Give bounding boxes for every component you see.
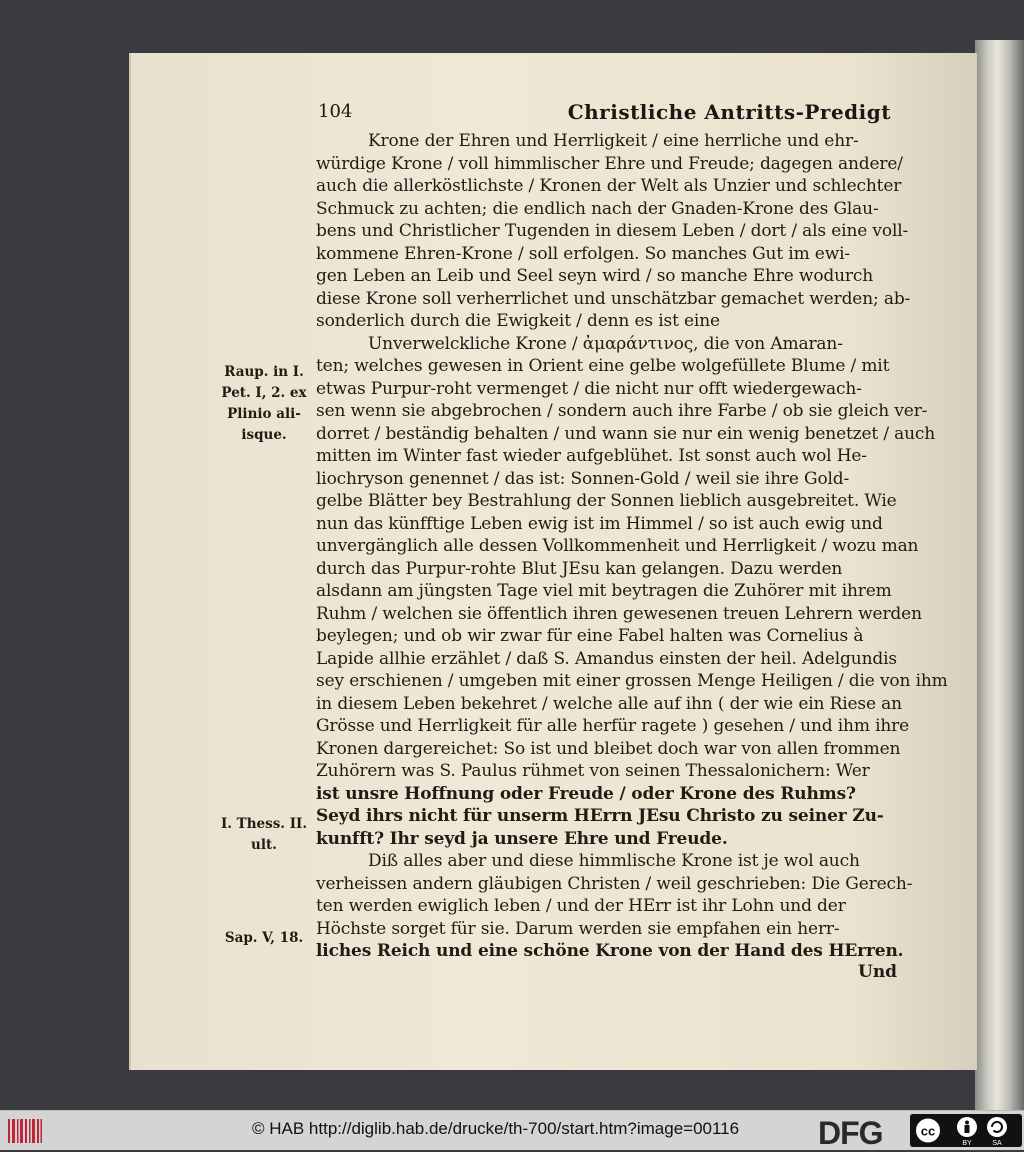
page-number: 104 bbox=[318, 101, 353, 122]
text-line: dorret / beständig behalten / und wann sie nur ein wenig benetzet / auch bbox=[316, 423, 936, 444]
text-line: Höchste sorget für sie. Darum werden sie empfahen ein herr- bbox=[316, 918, 840, 939]
text-line: liches Reich und eine schöne Krone von der Hand des HErren. bbox=[316, 941, 904, 961]
text-line: Seyd ihrs nicht für unserm HErrn JEsu Christo zu seiner Zu- bbox=[316, 806, 884, 826]
text-line: beylegen; und ob wir zwar für eine Fabel halten was Cornelius à bbox=[316, 626, 864, 646]
text-line: kunfft? Ihr seyd ja unsere Ehre und Freude. bbox=[316, 828, 728, 849]
margin-note-line: Sap. V, 18. bbox=[224, 930, 304, 946]
text-line: auch die allerköstlichste / Kronen der Welt als Unzier und schlechter bbox=[316, 176, 902, 196]
cc-license-icon[interactable] bbox=[910, 1114, 1022, 1147]
text-line: Ruhm / welchen sie öffentlich ihren gewesenen treuen Lehrern werden bbox=[316, 603, 922, 624]
text-line: Grösse und Herrligkeit für alle herfür ragete ) gesehen / und ihm ihre bbox=[316, 716, 910, 736]
text-line: ten; welches gewesen in Orient eine gelbe wolgefüllete Blume / mit bbox=[316, 356, 890, 376]
page-header bbox=[318, 101, 903, 129]
barcode-icon bbox=[6, 1117, 44, 1145]
text-line: Lapide allhie erzählet / daß S. Amandus einsten der heil. Adelgundis bbox=[316, 648, 897, 669]
book-spine bbox=[975, 40, 1024, 1110]
margin-note-line: Raup. in I. bbox=[224, 364, 304, 380]
text-line: alsdann am jüngsten Tage viel mit beytragen die Zuhörer mit ihrem bbox=[316, 581, 892, 601]
margin-note bbox=[220, 362, 308, 446]
text-line: Unverwelckliche Krone / ἀμαράντινος, die von Amaran- bbox=[368, 333, 843, 354]
margin-note bbox=[218, 928, 310, 949]
text-line: sen wenn sie abgebrochen / sondern auch ihre Farbe / ob sie gleich ver- bbox=[316, 401, 928, 421]
copyright-link[interactable]: © HAB http://diglib.hab.de/drucke/th-700/start.htm?image=00116 bbox=[252, 1119, 740, 1138]
text-line: gen Leben an Leib und Seel seyn wird / so manche Ehre wodurch bbox=[316, 266, 874, 286]
text-line: diese Krone soll verherrlichet und unschätzbar gemachet werden; ab- bbox=[316, 288, 911, 309]
text-line: unvergänglich alle dessen Vollkommenheit und Herrligkeit / wozu man bbox=[316, 536, 919, 556]
margin-note bbox=[218, 814, 310, 856]
margin-note-line: I. Thess. II. bbox=[220, 816, 308, 832]
text-line: Schmuck zu achten; die endlich nach der Gnaden-Krone des Glau- bbox=[316, 198, 879, 219]
text-line: liochryson genennet / das ist: Sonnen-Gold / weil sie ihre Gold- bbox=[316, 468, 850, 489]
running-title: Christliche Antritts-Predigt bbox=[567, 100, 891, 124]
svg-text:SA: SA bbox=[992, 1140, 1002, 1147]
svg-text:cc: cc bbox=[920, 1123, 936, 1139]
text-line: Kronen dargereichet: So ist und bleibet doch war von allen frommen bbox=[316, 738, 901, 759]
catchword: Und bbox=[858, 962, 898, 982]
text-line: sonderlich durch die Ewigkeit / denn es ist eine bbox=[316, 311, 720, 331]
margin-note-line: isque. bbox=[241, 427, 287, 443]
text-line: Krone der Ehren und Herrligkeit / eine herrliche und ehr- bbox=[368, 131, 859, 151]
text-line: nun das künfftige Leben ewig ist im Himmel / so ist auch ewig und bbox=[316, 513, 883, 534]
text-line: etwas Purpur-roht vermenget / die nicht nur offt wiedergewach- bbox=[316, 378, 862, 399]
text-line: in diesem Leben bekehret / welche alle auf ihn ( der wie ein Riese an bbox=[316, 693, 902, 714]
text-line: bens und Christlicher Tugenden in diesem Leben / dort / als eine voll- bbox=[316, 221, 909, 241]
text-line: sey erschienen / umgeben mit einer grossen Menge Heiligen / die von ihm bbox=[316, 671, 948, 691]
text-line: Zuhörern was S. Paulus rühmet von seinen Thessalonichern: Wer bbox=[316, 761, 870, 781]
margin-note-line: Pet. I, 2. ex bbox=[221, 385, 307, 401]
footer-bar bbox=[0, 1110, 1024, 1150]
text-line: gelbe Blätter bey Bestrahlung der Sonnen lieblich ausgebreitet. Wie bbox=[316, 491, 897, 511]
text-line: mitten im Winter fast wieder aufgeblühet. Ist sonst auch wol He- bbox=[316, 446, 867, 466]
text-line: würdige Krone / voll himmlischer Ehre und Freude; dagegen andere/ bbox=[316, 153, 903, 174]
text-line: ist unsre Hoffnung oder Freude / oder Krone des Ruhms? bbox=[316, 783, 856, 804]
dfg-logo-icon[interactable]: DFG bbox=[818, 1115, 883, 1151]
margin-note-line: ult. bbox=[251, 837, 277, 853]
svg-text:BY: BY bbox=[962, 1140, 972, 1147]
text-line: verheissen andern gläubigen Christen / weil geschrieben: Die Gerech- bbox=[316, 873, 913, 894]
text-line: durch das Purpur-rohte Blut JEsu kan gelangen. Dazu werden bbox=[316, 558, 843, 579]
text-line: ten werden ewiglich leben / und der HErr ist ihr Lohn und der bbox=[316, 896, 846, 916]
margin-note-line: Plinio ali- bbox=[227, 406, 301, 422]
text-line: Diß alles aber und diese himmlische Krone ist je wol auch bbox=[368, 851, 860, 871]
text-line: kommene Ehren-Krone / soll erfolgen. So manches Gut im ewi- bbox=[316, 243, 850, 264]
